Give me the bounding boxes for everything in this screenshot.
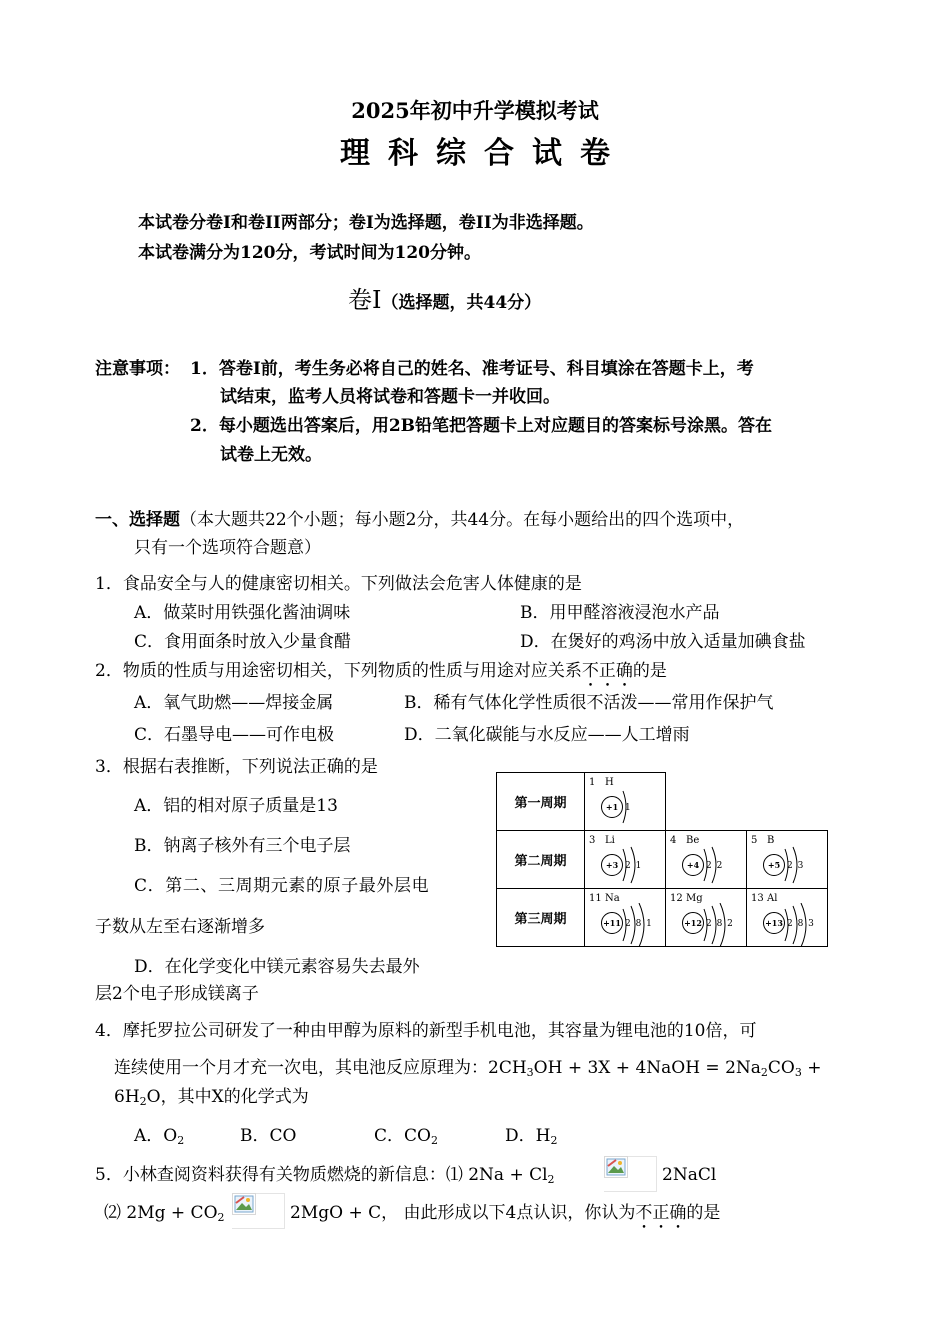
intro-line-2: 本试卷满分为120分，考试时间为120分钟。: [138, 243, 481, 263]
nucleus-icon: +1: [601, 796, 623, 818]
element-cell: [666, 889, 747, 947]
q4-eq-sub: 2: [139, 1095, 147, 1108]
part1-label: 一、选择题: [95, 510, 180, 530]
q3-option-d-line-2: 层2个电子形成镁离子: [95, 984, 259, 1004]
q5-eq-sub: 2: [547, 1173, 555, 1186]
q2-stem-pre: 2．物质的性质与用途密切相关，下列物质的性质与用途对应关系: [95, 661, 582, 681]
broken-image-icon: [232, 1193, 256, 1215]
exam-subtitle: 理科综合试卷: [340, 136, 628, 171]
q4-d-sub: 2: [550, 1134, 558, 1147]
atomic-number: 3: [589, 835, 596, 846]
q4-eq-sub: 3: [794, 1066, 802, 1079]
q4-c-sub: 2: [430, 1134, 438, 1147]
nucleus-icon: +4: [682, 854, 704, 876]
q4-line-3: [114, 1087, 309, 1108]
electron-shells: 2 8 1: [625, 919, 653, 929]
q2-stem-emph: 不正确: [581, 661, 633, 681]
section-title-sub: （选择题，共44分）: [381, 293, 542, 313]
q5-eq-sub: 2: [217, 1211, 225, 1224]
q3-option-c-line-1: C．第二、三周期元素的原子最外层电: [134, 876, 430, 896]
electron-shells: 2 8 3: [787, 919, 815, 929]
period-label: 第一周期: [497, 773, 585, 831]
q5-line-2-post: 的是: [686, 1203, 721, 1223]
q4-line-2: [114, 1058, 822, 1079]
note-1-line-1: 1．答卷Ⅰ前，考生务必将自己的姓名、准考证号、科目填涂在答题卡上，考: [190, 359, 754, 379]
note-1-line-2: 试结束，监考人员将试卷和答题卡一并收回。: [220, 387, 560, 407]
element-symbol: Al: [767, 893, 778, 904]
atomic-number: 1: [589, 777, 596, 788]
q5-line-1: [95, 1165, 555, 1186]
q4-option-c: [374, 1126, 438, 1147]
note-2-line-1: 2．每小题选出答案后，用2B铅笔把答题卡上对应题目的答案标号涂黑。答在: [190, 416, 773, 436]
q4-eq-part: O，其中X的化学式为: [146, 1087, 309, 1107]
note-2-line-2: 试卷上无效。: [220, 445, 322, 465]
element-cell: [585, 773, 666, 831]
atomic-number: 12: [670, 893, 683, 904]
periodic-row-2: [497, 831, 828, 889]
period-label: 第二周期: [497, 831, 585, 889]
q4-a-text: A．O: [134, 1126, 178, 1146]
q5-line-2-mid: 2MgO + C， 由此形成以下4点认识，你认为: [290, 1203, 636, 1223]
electron-shells: 2 3: [787, 861, 805, 871]
q1-option-a: A．做菜时用铁强化酱油调味: [134, 603, 351, 623]
q4-eq-sub: 3: [526, 1066, 534, 1079]
q3-option-c-line-2: 子数从左至右逐渐增多: [95, 917, 265, 937]
q4-eq-part: 连续使用一个月才充一次电，其电池反应原理为：2CH: [114, 1058, 527, 1078]
nucleus-icon: +11: [601, 912, 623, 934]
exam-title: 2025年初中升学模拟考试: [351, 98, 599, 123]
element-symbol: Be: [686, 835, 700, 846]
periodic-row-3: [497, 889, 828, 947]
intro-line-1: 本试卷分卷I和卷II两部分；卷I为选择题，卷II为非选择题。: [138, 213, 594, 233]
part1-desc-1: （本大题共22个小题；每小题2分，共44分。在每小题给出的四个选项中，: [180, 510, 745, 530]
periodic-table: [496, 772, 828, 947]
element-cell: [585, 831, 666, 889]
q4-c-text: C．CO: [374, 1126, 431, 1146]
element-cell: [747, 889, 828, 947]
q5-line-2-emph: 不正确: [635, 1203, 687, 1223]
q2-option-a: A．氧气助燃——焊接金属: [134, 693, 334, 713]
electron-shells: 2 8 2: [706, 919, 734, 929]
period-label: 第三周期: [497, 889, 585, 947]
q5-line-1-product: 2NaCl: [662, 1165, 717, 1185]
element-symbol: B: [767, 835, 775, 846]
q4-eq-part: CO: [767, 1058, 795, 1078]
element-cell: [666, 831, 747, 889]
section-title: [348, 286, 541, 315]
q4-eq-part: 6H: [114, 1087, 140, 1107]
q3-stem: 3．根据右表推断，下列说法正确的是: [95, 757, 378, 777]
electron-shells: 1: [625, 803, 632, 813]
q4-eq-sub: 2: [760, 1066, 768, 1079]
section-title-main: 卷Ⅰ: [348, 286, 382, 314]
element-symbol: Mg: [686, 893, 703, 904]
q5-eq-part: ⑵ 2Mg + CO: [104, 1203, 218, 1223]
q3-option-d-line-1: D．在化学变化中镁元素容易失去最外: [134, 957, 420, 977]
periodic-row-1: [497, 773, 828, 831]
notes-label: 注意事项：: [95, 359, 180, 379]
q3-option-a: A．铝的相对原子质量是13: [134, 796, 338, 816]
element-symbol: H: [605, 777, 614, 788]
q1-stem: 1．食品安全与人的健康密切相关。下列做法会危害人体健康的是: [95, 574, 582, 594]
element-cell: [585, 889, 666, 947]
nucleus-icon: +13: [763, 912, 785, 934]
part1-heading: [95, 510, 744, 530]
q2-option-c: C．石墨导电——可作电极: [134, 725, 335, 745]
q2-stem: [95, 661, 667, 691]
q4-eq-part: OH + 3X + 4NaOH = 2Na: [533, 1058, 761, 1078]
broken-image-icon: [604, 1156, 628, 1178]
atomic-number: 4: [670, 835, 677, 846]
q2-option-d: D．二氧化碳能与水反应——人工增雨: [404, 725, 690, 745]
element-cell: [747, 831, 828, 889]
nucleus-icon: +3: [601, 854, 623, 876]
q4-a-sub: 2: [177, 1134, 185, 1147]
nucleus-icon: +12: [682, 912, 704, 934]
q4-option-d: [505, 1126, 557, 1147]
nucleus-icon: +5: [763, 854, 785, 876]
q4-option-a: [134, 1126, 184, 1147]
q4-d-text: D．H: [505, 1126, 551, 1146]
q1-option-b: B．用甲醛溶液浸泡水产品: [520, 603, 720, 623]
q2-stem-post: 的是: [632, 661, 667, 681]
atomic-number: 13: [751, 893, 764, 904]
q1-option-c: C．食用面条时放入少量食醋: [134, 632, 352, 652]
q4-line-1-text: 4．摩托罗拉公司研发了一种由甲醇为原料的新型手机电池，其容量为锂电池的10倍，可: [95, 1021, 757, 1041]
q5-line-2-start: [104, 1203, 225, 1224]
q4-line-1: [95, 1021, 756, 1041]
element-symbol: Na: [605, 893, 620, 904]
q1-option-d: D．在煲好的鸡汤中放入适量加碘食盐: [520, 632, 806, 652]
q3-option-b: B．钠离子核外有三个电子层: [134, 836, 351, 856]
atomic-number: 11: [589, 893, 602, 904]
q5-eq-part: 5．小林查阅资料获得有关物质燃烧的新信息：⑴ 2Na + Cl: [95, 1165, 548, 1185]
q5-line-2-end: [290, 1203, 720, 1233]
atomic-number: 5: [751, 835, 758, 846]
electron-shells: 2 2: [706, 861, 724, 871]
q4-option-b: B．CO: [240, 1126, 297, 1146]
element-symbol: Li: [605, 835, 615, 846]
q4-eq-part: +: [801, 1058, 822, 1078]
q2-option-b: B．稀有气体化学性质很不活泼——常用作保护气: [404, 693, 774, 713]
electron-shells: 2 1: [625, 861, 643, 871]
part1-desc-2: 只有一个选项符合题意）: [134, 538, 321, 558]
